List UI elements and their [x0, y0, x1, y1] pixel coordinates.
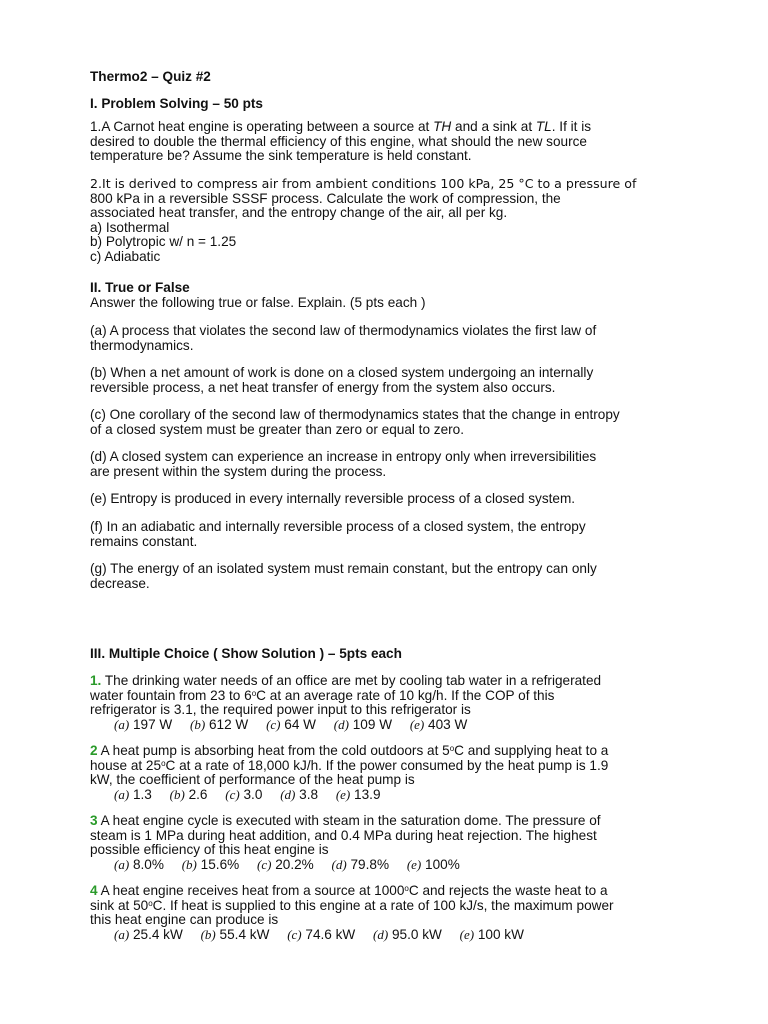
problem-2: 2.It is derived to compress air from ambient conditions 100 kPa, 25 °C to a pressure of 800 kPa in a reversible SSSF process. Calculate the work of compression, the associated heat transfer, and the entropy change of the air, all per kg. a) Isothermal b) Polytropic w/ n = 1.25 c) Adiabatic: [90, 177, 690, 265]
section2-heading: II. True or False: [90, 280, 190, 295]
th-symbol: TH: [433, 119, 452, 134]
tf-item-f: (f) In an adiabatic and internally reversible process of a closed system, the entropy remains constant.: [90, 519, 586, 549]
tf-item-g: (g) The energy of an isolated system must remain constant, but the entropy can only decrease.: [90, 561, 597, 591]
option-d: (d) 3.8: [280, 786, 319, 802]
option-c: (c) 74.6 kW: [287, 926, 356, 942]
mc-question-4: 4 A heat engine receives heat from a source at 1000$^o$C and rejects the waste heat to a sink at 50$^o$C. If heat is supplied to this engine at a rate of 100 kJ/s, the maximum power this heat engine can produce is (a) 25.4 kW (b) 55.4 kW (c) 74.6 kW (d) 95.0 kW (e) 100 kW: [90, 884, 690, 942]
option-a: (a) 25.4 kW: [114, 926, 183, 942]
option-e: (e) 100 kW: [459, 926, 524, 942]
problem-2-option-b: b) Polytropic w/ n = 1.25: [90, 234, 237, 250]
option-e: (e) 100%: [406, 856, 460, 872]
option-c: (c) 64 W: [266, 716, 317, 732]
option-d: (d) 95.0 kW: [373, 926, 442, 942]
option-e: (e) 13.9: [335, 786, 381, 802]
problem-1: 1.A Carnot heat engine is operating between a source at TH and a sink at TL. If it is desired to double the thermal efficiency of this engine, what should the new source temperature be? Assume the sink temperature is held constant.: [90, 119, 592, 164]
option-b: (b) 15.6%: [181, 856, 240, 872]
tf-item-e: (e) Entropy is produced in every internally reversible process of a closed system.: [90, 491, 576, 506]
tl-symbol: TL: [535, 119, 552, 134]
tf-item-a: (a) A process that violates the second law of thermodynamics violates the first law of thermodynamics.: [90, 323, 597, 353]
question-number: 2: [90, 743, 98, 758]
section3-heading: III. Multiple Choice ( Show Solution ) – 5pts each: [90, 646, 402, 661]
answer-options: [90, 928, 690, 943]
option-e: (e) 403 W: [409, 716, 468, 732]
mc-question-2: 2 A heat pump is absorbing heat from the cold outdoors at 5$^o$C and supplying heat to a house at 25$^o$C at a rate of 18,000 kJ/h. If the power consumed by the heat pump is 1.9 kW, the coefficient of performance of the heat pump is (a) 1.3 (b) 2.6 (c) 3.0 (d) 3.8 (e) 13.9: [90, 744, 690, 802]
option-a: (a) 8.0%: [114, 856, 164, 872]
tf-item-d: (d) A closed system can experience an increase in entropy only when irreversibilities are present within the system during the process.: [90, 449, 597, 479]
option-c: (c) 20.2%: [257, 856, 314, 872]
question-number: 4: [90, 883, 98, 898]
option-d: (d) 109 W: [333, 716, 393, 732]
section1-heading: I. Problem Solving – 50 pts: [90, 96, 263, 111]
option-d: (d) 79.8%: [331, 856, 390, 872]
tf-item-c: (c) One corollary of the second law of thermodynamics states that the change in entropy of a closed system must be greater than zero or equal to zero.: [90, 407, 620, 437]
quiz-title: Thermo2 – Quiz #2: [90, 69, 211, 84]
problem-2-option-c: c) Adiabatic: [90, 248, 161, 264]
option-b: (b) 2.6: [169, 786, 208, 802]
option-c: (c) 3.0: [225, 786, 263, 802]
section2-instruction: Answer the following true or false. Explain. (5 pts each ): [90, 295, 426, 310]
question-number: 1.: [90, 673, 102, 688]
option-a: (a) 1.3: [114, 786, 152, 802]
answer-options: [90, 788, 690, 803]
mc-question-3: 3 A heat engine cycle is executed with steam in the saturation dome. The pressure of steam is 1 MPa during heat addition, and 0.4 MPa during heat rejection. The highest possible efficiency of this heat engine is (a) 8.0% (b) 15.6% (c) 20.2% (d) 79.8% (e) 100%: [90, 814, 690, 872]
problem-2-option-a: a) Isothermal: [90, 219, 170, 235]
mc-question-1: 1. The drinking water needs of an office are met by cooling tab water in a refrigerated water fountain from 23 to 6$^o$C at an average rate of 10 kg/h. If the COP of this refrigerator is 3.1, the required power input to this refrigerator is (a) 197 W (b) 612 W (c) 64 W (d) 109 W (e) 403 W: [90, 674, 690, 732]
option-b: (b) 55.4 kW: [200, 926, 270, 942]
option-b: (b) 612 W: [190, 716, 249, 732]
question-number: 3: [90, 813, 98, 828]
answer-options: [90, 718, 690, 733]
tf-item-b: (b) When a net amount of work is done on a closed system undergoing an internally reversible process, a net heat transfer of energy from the system also occurs.: [90, 365, 594, 395]
answer-options: [90, 858, 690, 873]
option-a: (a) 197 W: [114, 716, 173, 732]
